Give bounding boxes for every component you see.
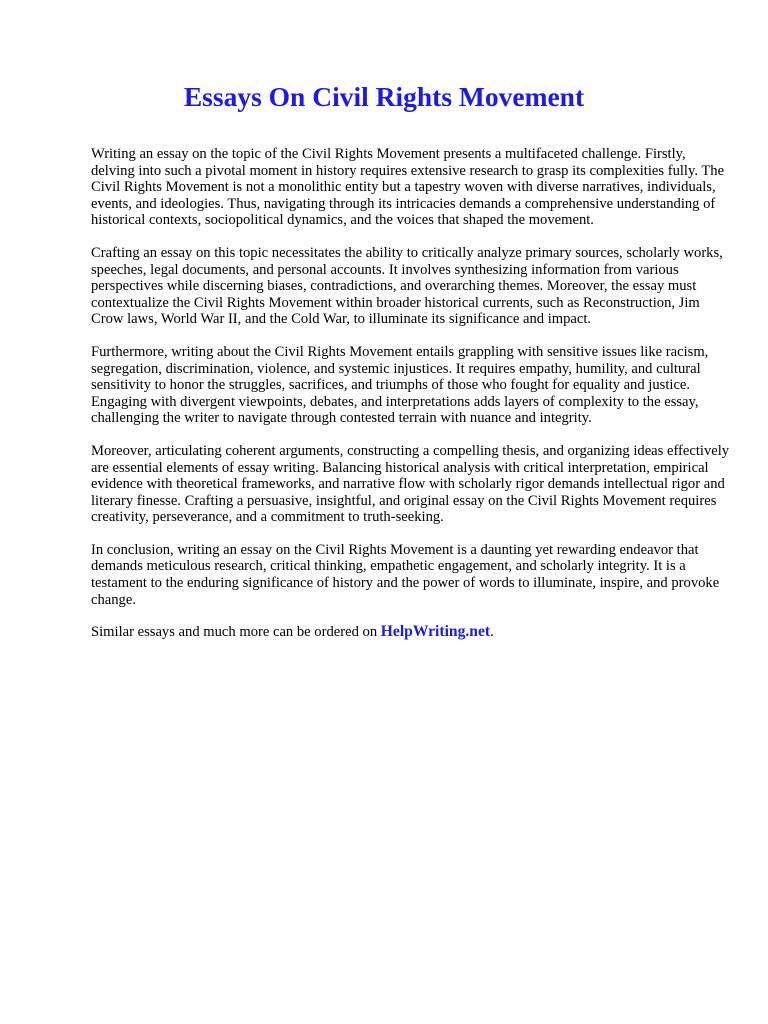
paragraph-5: In conclusion, writing an essay on the Civil Rights Movement is a daunting yet rewarding endeavor that demands meticulous research, critical thinking, empathetic engagement, and scholarly integrity. It is a testament to the enduring significance of history and the power of words to illuminate, inspire, and provoke change.: [91, 541, 720, 608]
document-title: Essays On Civil Rights Movement: [183, 81, 585, 112]
paragraph-1: Writing an essay on the topic of the Civil Rights Movement presents a multifaceted challenge. Firstly, delving into such a pivotal moment in history requires extensive research to grasp its complexities fully. The Civil Rights Movement is not a monolithic entity but a tapestry woven with diverse narratives, individuals, events, and ideologies. Thus, navigating through its intricacies demands a comprehensive understanding of historical contexts, sociopolitical dynamics, and the voices that shaped the movement.: [91, 146, 725, 229]
document-body: [91, 146, 731, 641]
closing-line: [91, 624, 731, 641]
paragraph-3: Furthermore, writing about the Civil Rights Movement entails grappling with sensitive issues like racism, segregation, discrimination, violence, and systemic injustices. It requires empathy, humility, and cultural sensitivity to honor the struggles, sacrifices, and triumphs of those who fought for equality and justice. Engaging with divergent viewpoints, debates, and interpretations adds layers of complexity to the essay, challenging the writer to navigate through contested terrain with nuance and integrity.: [91, 343, 709, 427]
paragraph-4: Moreover, articulating coherent arguments, constructing a compelling thesis, and organizing ideas effectively are essential elements of essay writing. Balancing historical analysis with critical interpretation, empirical evidence with theoretical frameworks, and narrative flow with scholarly rigor demands intellectual rigor and literary finesse. Crafting a persuasive, insightful, and original essay on the Civil Rights Movement requires creativity, perseverance, and a commitment to truth-seeking.: [91, 442, 730, 526]
closing-prefix: Similar essays and much more can be ordered on: [91, 624, 381, 641]
closing-suffix: .: [490, 624, 494, 641]
helpwriting-link[interactable]: HelpWriting.net: [380, 623, 491, 641]
paragraph-2: Crafting an essay on this topic necessitates the ability to critically analyze primary sources, scholarly works, speeches, legal documents, and personal accounts. It involves synthesizing information from various perspectives while discerning biases, contradictions, and overarching themes. Moreover, the essay must contextualize the Civil Rights Movement within broader historical currents, such as Reconstruction, Jim Crow laws, World War II, and the Cold War, to illuminate its significance and impact.: [91, 244, 723, 328]
